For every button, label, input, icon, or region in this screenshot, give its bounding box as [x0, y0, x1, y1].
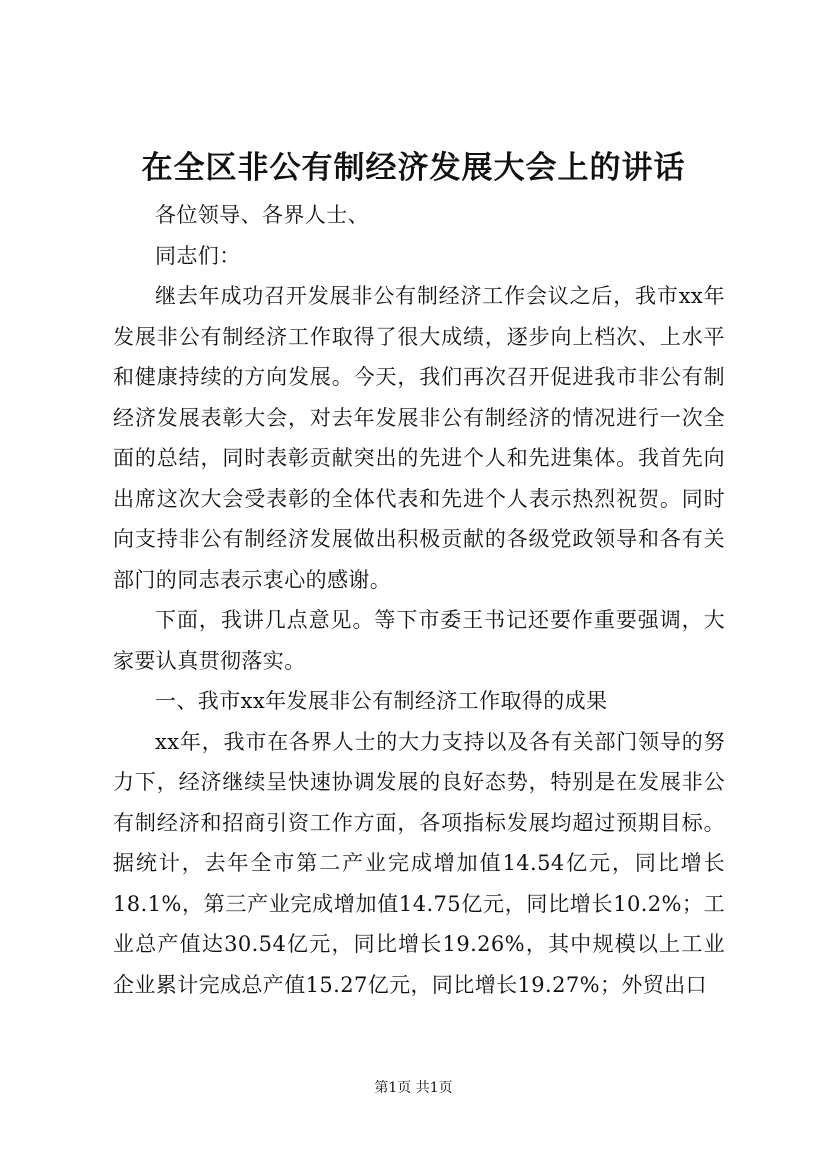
salutation-line-1: 各位领导、各界人士、 [155, 203, 369, 227]
salutation-line-2: 同志们： [155, 243, 241, 268]
document-title: 在全区非公有制经济发展大会上的讲话 [141, 150, 686, 186]
page-footer [0, 1078, 827, 1098]
body-paragraph: 下面，我讲几点意见。等下市委王书记还要作重要强调，大家要认真贯彻落实。 [113, 608, 725, 673]
body-paragraph: 继去年成功召开发展非公有制经济工作会议之后，我市xx年发展非公有制经济工作取得了很大成绩，逐步向上档次、上水平和健康持续的方向发展。今天，我们再次召开促进我市非公有制经济发展表彰大会，对去年发展非公有制经济的情况进行一次全面的总结，同时表彰贡献突出的先进个人和先进集体。我首先向出席这次大会受表彰的全体代表和先进个人表示热烈祝贺。同时向支持非公有制经济发展做出积极贡献的各级党政领导和各有关部门的同志表示衷心的感谢。 [113, 284, 725, 592]
body-paragraph: xx年，我市在各界人士的大力支持以及各有关部门领导的努力下，经济继续呈快速协调发展的良好态势，特别是在发展非公有制经济和招商引资工作方面，各项指标发展均超过预期目标。据统计，去年全市第二产业完成增加值14.54亿元，同比增长18.1%，第三产业完成增加值14.75亿元，同比增长10.2%；工业总产值达30.54亿元，同比增长19.26%，其中规模以上工业企业累计完成总产值15.27亿元，同比增长19.27%；外贸出口 [113, 729, 725, 997]
section-heading: 一、我市xx年发展非公有制经济工作取得的成果 [155, 689, 608, 713]
document-body [113, 195, 725, 1005]
page-number-label: 第1页 共1页 [374, 1080, 453, 1096]
